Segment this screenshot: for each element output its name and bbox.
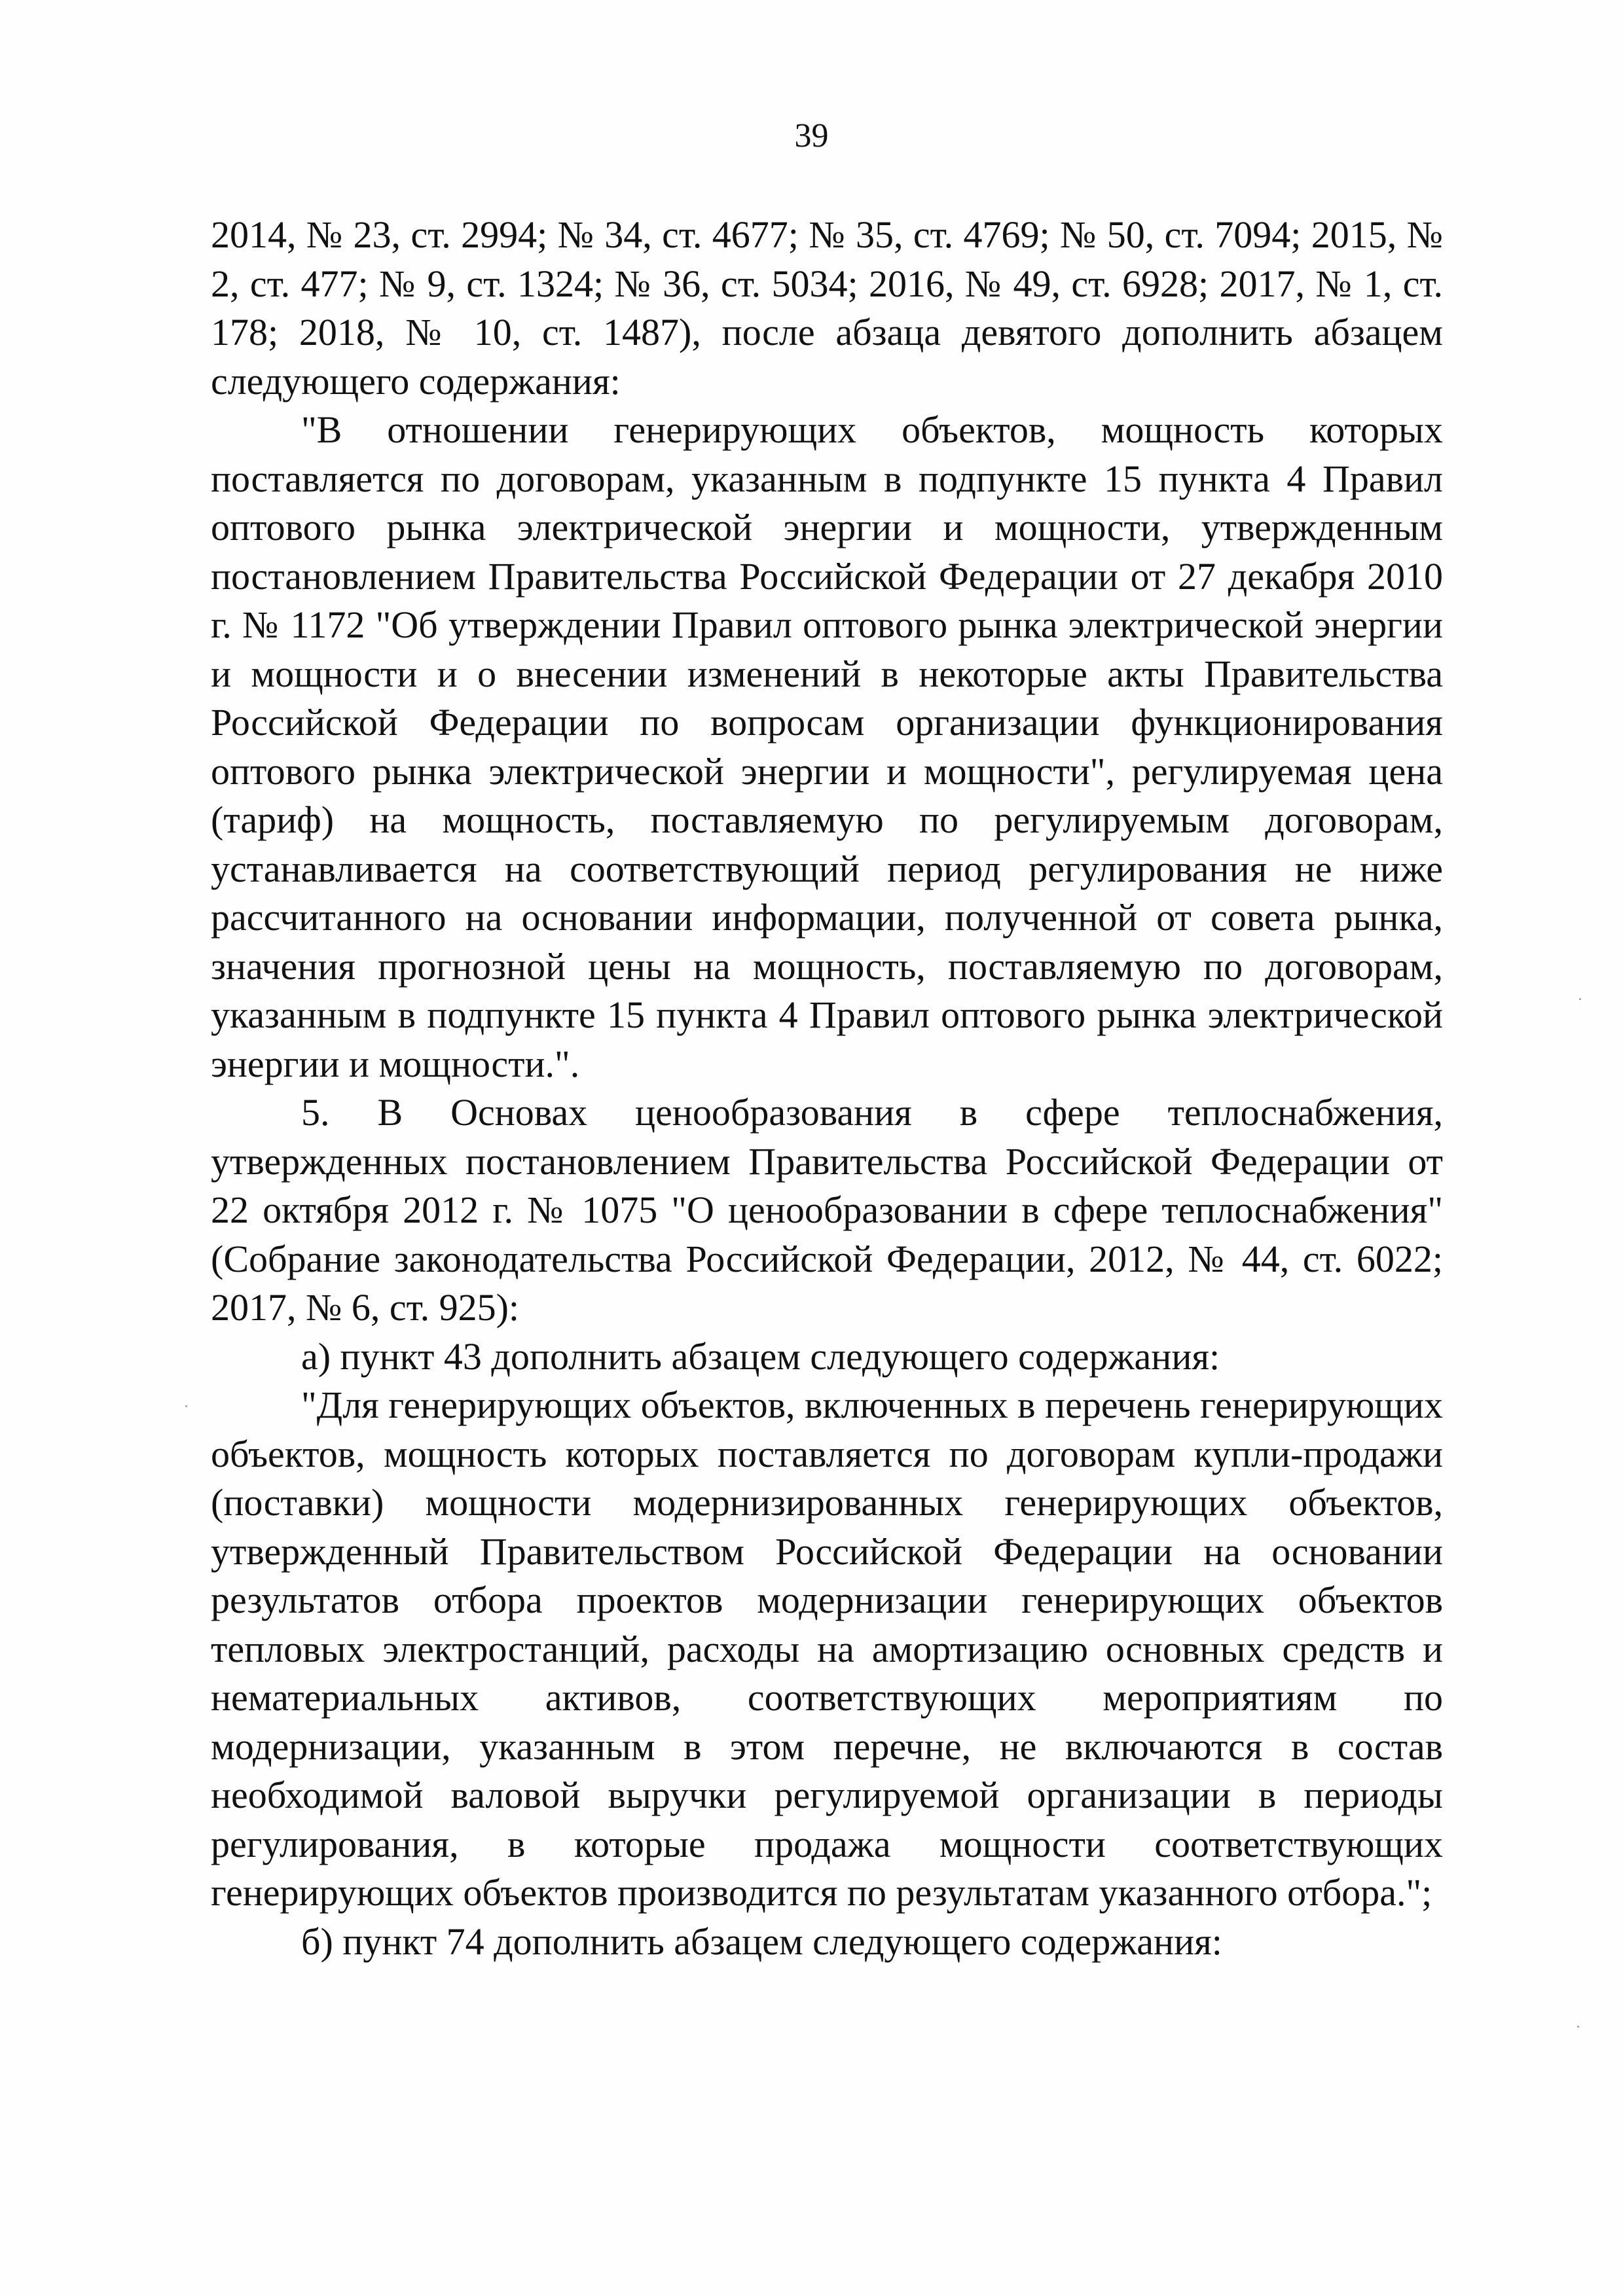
paragraph-subitem-b: б) пункт 74 дополнить абзацем следующего содержания:	[301, 1920, 1222, 1963]
paragraph-subitem-a: а) пункт 43 дополнить абзацем следующего содержания:	[301, 1335, 1220, 1378]
paragraph-item-5: 5. В Основах ценообразования в сфере теплоснабжения, утвержденных постановлением Правительства Российской Федерации от 22 октября 2012 г. № 1075 "О ценообразовании в сфере теплоснабжения" (Собрание законодательства Российской Федерации, 2012, № 44, ст. 6022; 2017, № 6, ст. 925):	[211, 1091, 1443, 1329]
page-number: 39	[794, 117, 829, 154]
paragraph-quoted-amendment: "В отношении генерирующих объектов, мощность которых поставляется по договорам, указанным в подпункте 15 пункта 4 Правил оптового рынка электрической энергии и мощности, утвержденным постановлением Правительства Российской Федерации от 27 декабря 2010 г. № 1172 "Об утверждении Правил оптового рынка электрической энергии и мощности и о внесении изменений в некоторые акты Правительства Российской Федерации по вопросам организации функционирования оптового рынка электрической энергии и мощности", регулируемая цена (тариф) на мощность, поставляемую по регулируемым договорам, устанавливается на соответствующий период регулирования не ниже рассчитанного на основании информации, полученной от совета рынка, значения прогнозной цены на мощность, поставляемую по договорам, указанным в подпункте 15 пункта 4 Правил оптового рынка электрической энергии и мощности.".	[211, 408, 1443, 1085]
scan-speck	[185, 1405, 187, 1407]
scan-speck	[1577, 2026, 1579, 2028]
scan-speck	[1579, 998, 1581, 1000]
paragraph-quoted-amendment-2: "Для генерирующих объектов, включенных в перечень генерирующих объектов, мощность которых поставляется по договорам купли-продажи (поставки) мощности модернизированных генерирующих объектов, утвержденный Правительством Российской Федерации на основании результатов отбора проектов модернизации генерирующих объектов тепловых электростанций, расходы на амортизацию основных средств и нематериальных активов, соответствующих мероприятиям по модернизации, указанным в этом перечне, не включаются в состав необходимой валовой выручки регулируемой организации в периоды регулирования, в которые продажа мощности соответствующих генерирующих объектов производится по результатам указанного отбора.";	[211, 1384, 1443, 1914]
body-text	[211, 211, 1443, 1966]
paragraph-citation-continuation: 2014, № 23, ст. 2994; № 34, ст. 4677; № 35, ст. 4769; № 50, ст. 7094; 2015, № 2, ст. 477; № 9, ст. 1324; № 36, ст. 5034; 2016, № 49, ст. 6928; 2017, № 1, ст. 178; 2018, № 10, ст. 1487), после абзаца девятого дополнить абзацем следующего содержания:	[211, 213, 1443, 403]
